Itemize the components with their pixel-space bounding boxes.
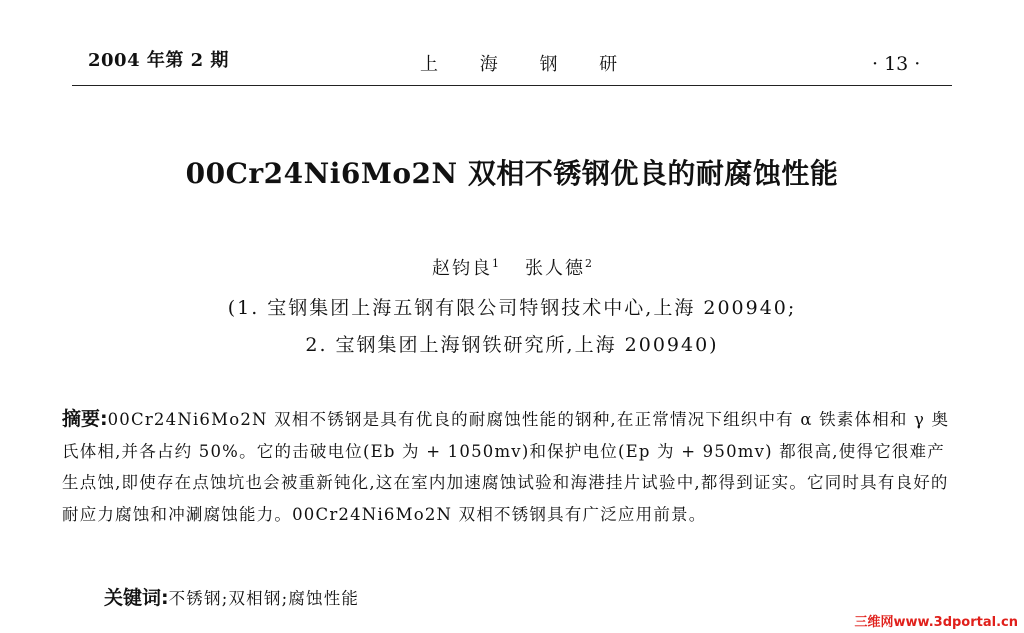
author-name: 张人德 [525,258,585,279]
author-affiliation-mark: 2 [585,257,592,270]
journal-name: 上 海 钢 研 [420,54,636,75]
keywords-text: 不锈钢;双相钢;腐蚀性能 [168,589,360,608]
affiliation-line: (1. 宝钢集团上海五钢有限公司特钢技术中心,上海 200940; [227,297,797,319]
author-line [0,254,1024,280]
abstract [62,404,950,530]
keywords-label: 关键词: [104,587,169,609]
article-title: 00Cr24Ni6Mo2N 双相不锈钢优良的耐腐蚀性能 [185,157,839,190]
header-rule [72,85,952,86]
author-name: 赵钧良 [432,258,492,279]
affiliation-line: 2. 宝钢集团上海钢铁研究所,上海 200940) [305,334,719,356]
watermark: 三维网www.3dportal.cn [854,615,1018,630]
page-number: · 13 · [872,53,921,75]
author-affiliation-mark: 1 [492,257,499,270]
keywords [104,583,359,610]
abstract-label: 摘要: [62,408,108,430]
issue-label: 2004 年第 2 期 [88,50,229,71]
abstract-text: 00Cr24Ni6Mo2N 双相不锈钢是具有优良的耐腐蚀性能的钢种,在正常情况下组织中有 α 铁素体相和 γ 奥氏体相,并各占约 50%。它的击破电位(Eb 为 + 1050mv)和保护电位(Ep 为 + 950mv) 都很高,使得它很难产生点蚀,即使存在点蚀坑也会被重新钝化,这在室内加速腐蚀试验和海港挂片试验中,都得到证实。它同时具有良好的耐应力腐蚀和冲涮腐蚀能力。00Cr24Ni6Mo2N 双相不锈钢具有广泛应用前景。 [62,410,950,524]
